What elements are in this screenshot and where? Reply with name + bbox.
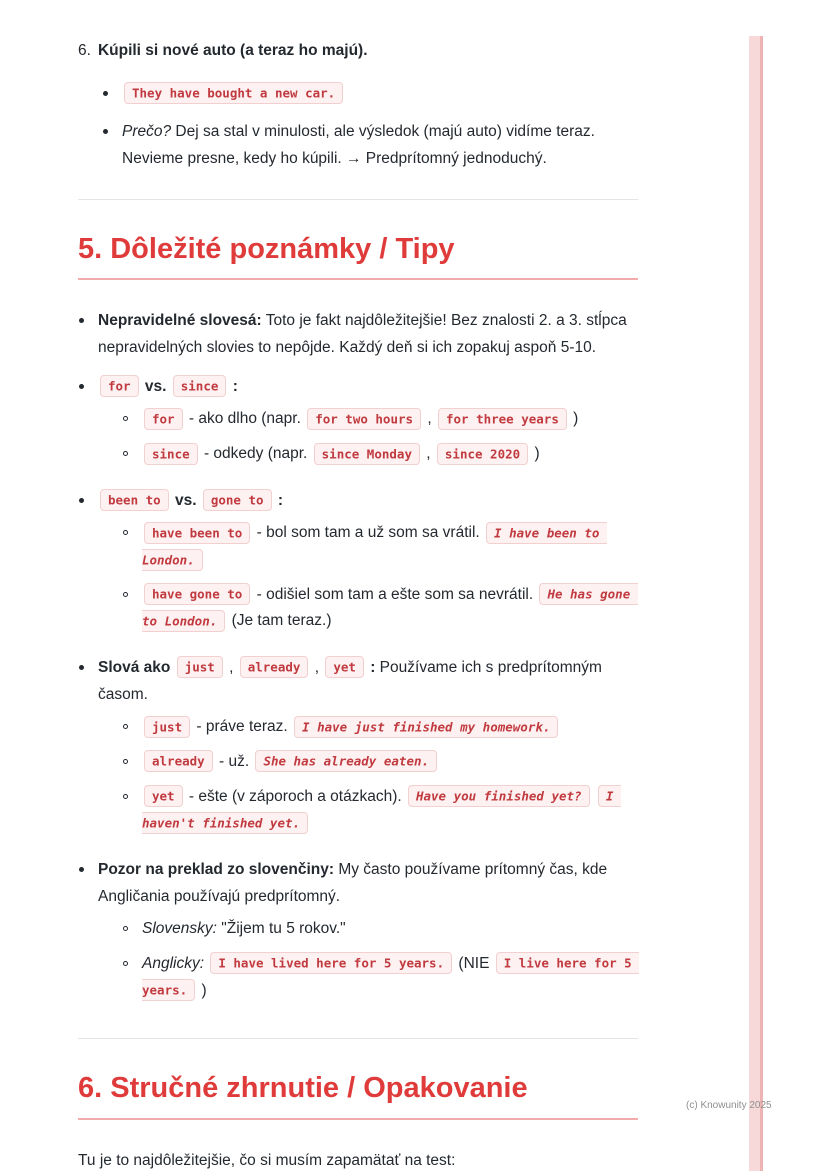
code-chip: since (173, 375, 227, 397)
code-chip-italic: I haven't finished yet. (142, 785, 621, 834)
list-item-body (142, 784, 638, 837)
code-chip-italic: He has gone to London. (142, 583, 638, 632)
list-item (122, 951, 638, 1004)
translate-label: Pozor na preklad zo slovenčiny: (98, 860, 335, 878)
since-desc: - odkedy (napr. (199, 445, 312, 463)
divider (78, 1038, 638, 1039)
code-chip: yet (325, 656, 364, 678)
comma: , (224, 658, 238, 676)
list-item (122, 714, 638, 741)
words-text: Používame ich s predprítomným časom. (98, 658, 602, 703)
for-desc: - ako dlho (napr. (184, 410, 306, 428)
list-item-body (98, 857, 638, 1012)
circle-bullet-icon (123, 961, 128, 966)
bullet-icon (79, 665, 84, 670)
sublist (122, 406, 638, 467)
list-item (102, 119, 638, 172)
close-paren: ) (197, 981, 207, 999)
code-chip: yet (144, 785, 183, 807)
comma: , (310, 658, 324, 676)
code-chip: for two hours (307, 408, 421, 430)
why-label: Prečo? (122, 123, 172, 141)
circle-bullet-icon (123, 530, 128, 535)
vs-label: vs. (170, 491, 201, 509)
code-chip: They have bought a new car. (124, 82, 343, 104)
circle-bullet-icon (123, 724, 128, 729)
list-item-body (142, 951, 638, 1004)
close-paren: ) (568, 410, 579, 428)
code-chip: since Monday (314, 443, 420, 465)
code-chip: for three years (438, 408, 567, 430)
slovensky-label: Slovensky: (142, 920, 217, 938)
circle-bullet-icon (123, 451, 128, 456)
list-item (78, 655, 638, 845)
comma: , (423, 410, 436, 428)
list-item (122, 784, 638, 837)
list-item (122, 916, 638, 943)
page-edge-stripe (749, 36, 763, 1171)
irregular-verbs-text: Toto je fakt najdôležitejšie! Bez znalosti 2. a 3. stĺpca nepravidelných slovies to nepôjde. Každý deň si ich zopakuj aspoň 5-10. (98, 312, 627, 357)
sublist (122, 916, 638, 1004)
gone-to-note: (Je tam teraz.) (227, 612, 332, 630)
list-item (78, 374, 638, 476)
footer-credit: (c) Knowunity 2025 (686, 1100, 772, 1111)
list-item-body (142, 582, 638, 635)
vs-label: vs. (140, 377, 171, 395)
section-5-heading: 5. Dôležité poznámky / Tipy (78, 232, 638, 281)
item-title: Kúpili si nové auto (a teraz ho majú). (97, 42, 368, 59)
code-chip: been to (100, 489, 169, 511)
list-item (78, 308, 638, 361)
code-chip: for (144, 408, 183, 430)
bullet-icon (79, 318, 84, 323)
list-item-body (142, 520, 638, 573)
close-paren: ) (530, 445, 540, 463)
list-item-body (142, 406, 638, 433)
list-item (78, 857, 638, 1012)
list-item-body (142, 714, 638, 741)
bullet-icon (103, 129, 108, 134)
bullet-icon (79, 384, 84, 389)
list-item-body (142, 441, 638, 468)
code-chip-italic: I have just finished my homework. (294, 716, 558, 738)
item-number: 6. (78, 42, 91, 59)
code-chip: have gone to (144, 583, 250, 605)
code-chip: I have lived here for 5 years. (210, 952, 452, 974)
section-5-list (78, 308, 638, 1012)
anglicky-label: Anglicky: (142, 954, 209, 972)
circle-bullet-icon (123, 416, 128, 421)
code-chip-italic: I have been to London. (142, 522, 607, 571)
list-item (122, 520, 638, 573)
space (592, 788, 596, 805)
item6-list (102, 81, 638, 173)
list-item (122, 441, 638, 468)
code-chip: have been to (144, 522, 250, 544)
bullet-icon (79, 498, 84, 503)
yet-desc: - ešte (v záporoch a otázkach). (184, 787, 406, 805)
comma: , (421, 445, 435, 463)
divider (78, 199, 638, 200)
list-item (78, 488, 638, 643)
code-chip: I live here for 5 years. (142, 952, 639, 1001)
colon-label: : (365, 658, 376, 676)
code-chip: just (144, 716, 190, 738)
irregular-verbs-label: Nepravidelné slovesá: (98, 312, 262, 330)
circle-bullet-icon (123, 926, 128, 931)
slovensky-text: "Žijem tu 5 rokov." (216, 920, 346, 938)
document-content (78, 34, 638, 1171)
circle-bullet-icon (123, 592, 128, 597)
list-item-body (122, 81, 638, 108)
colon-label: : (273, 491, 284, 509)
sublist (122, 520, 638, 635)
list-item (102, 81, 638, 108)
list-item-body (122, 119, 638, 172)
list-item-body (142, 749, 638, 776)
bullet-icon (79, 867, 84, 872)
code-chip: already (240, 656, 309, 678)
code-chip: for (100, 375, 139, 397)
nie-text: (NIE (454, 954, 494, 972)
code-chip: since 2020 (437, 443, 528, 465)
code-chip-italic: Have you finished yet? (408, 785, 590, 807)
list-item (122, 406, 638, 433)
sublist (122, 714, 638, 837)
list-item-body (98, 655, 638, 845)
list-item (122, 582, 638, 635)
bullet-icon (103, 91, 108, 96)
section-6-heading: 6. Stručné zhrnutie / Opakovanie (78, 1071, 638, 1120)
section-6-intro: Tu je to najdôležitejšie, čo si musím zapamätať na test: (78, 1152, 456, 1169)
why-text: Dej sa stal v minulosti, ale výsledok (majú auto) vidíme teraz. Nevieme presne, kedy ho kúpili. → Predprítomný jednoduchý. (122, 123, 595, 167)
code-chip: already (144, 750, 213, 772)
circle-bullet-icon (123, 794, 128, 799)
translate-text: My často používame prítomný čas, kde Angličania používajú predprítomný. (98, 860, 608, 905)
words-lead: Slová ako (98, 658, 175, 676)
list-item (122, 749, 638, 776)
code-chip: gone to (203, 489, 272, 511)
numbered-item-6 (78, 38, 638, 65)
code-chip: since (144, 443, 198, 465)
already-desc: - už. (214, 752, 254, 770)
just-desc: - práve teraz. (192, 718, 293, 736)
list-item-body (98, 374, 638, 476)
code-chip-italic: She has already eaten. (255, 750, 437, 772)
list-item-body (98, 308, 638, 361)
list-item-body (98, 488, 638, 643)
circle-bullet-icon (123, 759, 128, 764)
colon-label: : (228, 377, 238, 395)
been-to-desc: - bol som tam a už som sa vrátil. (252, 524, 485, 542)
list-item-body (142, 916, 638, 943)
gone-to-desc: - odišiel som tam a ešte som sa nevrátil. (252, 585, 538, 603)
code-chip: just (177, 656, 223, 678)
